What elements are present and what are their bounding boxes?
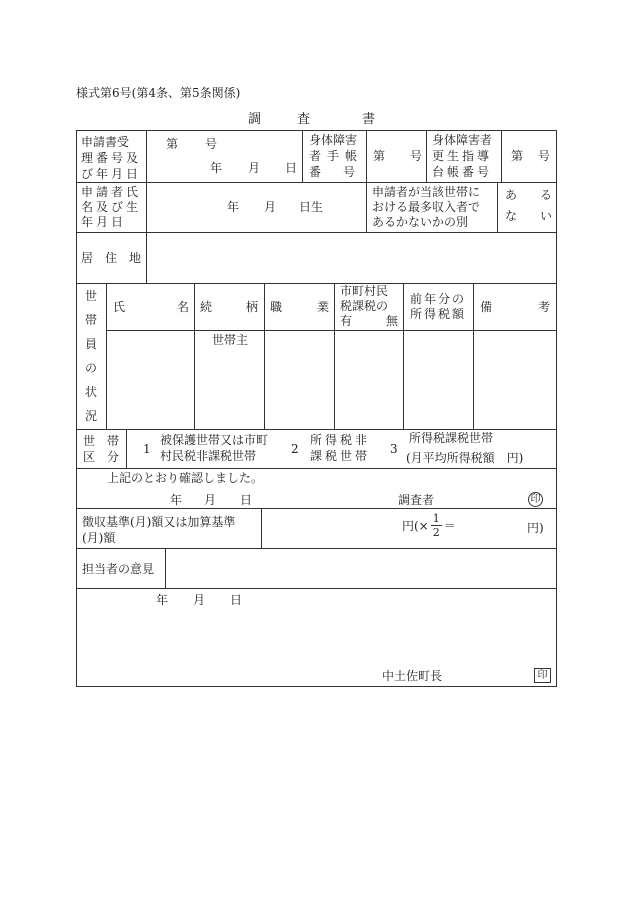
receipt-number-suffix: 号 — [205, 137, 218, 151]
mayor-seal-mark: 印 — [534, 668, 551, 683]
residence-char-2: 住 — [105, 251, 118, 265]
birth-day: 日生 — [299, 200, 324, 214]
classification-label-2b: 分 — [107, 450, 120, 464]
classification-option-3-number: 3 — [390, 442, 398, 456]
classification-option-3-line-1: 所得税課税世帯 — [409, 431, 494, 445]
answer-yes-char-2: る — [540, 188, 553, 202]
collection-label-line-2: (月)額 — [82, 531, 116, 545]
rule — [76, 588, 557, 589]
rule — [76, 283, 557, 284]
one-half-fraction — [431, 513, 442, 538]
rule — [366, 130, 367, 232]
collection-yen-open: 円(× — [402, 518, 429, 533]
rule — [76, 548, 557, 549]
mayor-title: 中土佐町長 — [382, 669, 443, 683]
rule — [76, 429, 557, 430]
col-name-char-2: 名 — [177, 300, 190, 314]
classification-option-2-line-2: 課税世帯 — [310, 449, 371, 463]
confirmation-month: 月 — [204, 493, 217, 507]
col-tax-line-2: 税課税の — [340, 299, 389, 313]
classification-label-1a: 世 — [83, 434, 96, 448]
col-tax-line-1: 市町村民 — [340, 284, 389, 298]
title-char-3: 書 — [362, 112, 376, 127]
confirmation-text: 上記のとおり確認しました。 — [107, 471, 264, 485]
household-side-char-6: 況 — [85, 409, 98, 423]
receipt-label-line-3: び年月日 — [81, 167, 142, 181]
classification-option-3-line-2: (月平均所得税額 円) — [406, 451, 524, 465]
inspector-seal-mark: 印 — [528, 492, 543, 507]
residence-char-3: 地 — [129, 251, 142, 265]
guidance-label-line-3: 台帳番号 — [432, 165, 493, 179]
rule — [126, 429, 127, 468]
classification-option-1-line-2: 村民税非課税世帯 — [160, 449, 257, 463]
rule — [76, 182, 557, 183]
guidance-label-line-1: 身体障害者 — [432, 133, 493, 147]
receipt-label-line-2: 理番号及 — [81, 151, 142, 165]
collection-amount-formula — [402, 513, 456, 538]
answer-no-char-1: な — [505, 209, 518, 223]
rule — [403, 283, 404, 429]
confirmation-day: 日 — [240, 493, 253, 507]
receipt-date-month: 月 — [248, 161, 261, 175]
fraction-denominator: 2 — [432, 526, 440, 539]
handbook-number-prefix: 第 — [373, 149, 386, 163]
rule — [194, 283, 195, 429]
rule — [264, 283, 265, 429]
guidance-label-line-2: 更生指導 — [432, 149, 493, 163]
household-side-char-1: 世 — [85, 289, 98, 303]
rule — [76, 508, 557, 509]
classification-option-2-line-1: 所得税非 — [310, 433, 371, 447]
rule — [334, 283, 335, 429]
rule — [261, 508, 262, 548]
footer-year: 年 — [156, 593, 169, 607]
col-name-char-1: 氏 — [113, 300, 126, 314]
answer-no-char-2: い — [540, 209, 553, 223]
classification-option-2-number: 2 — [291, 442, 299, 456]
household-side-char-2: 帯 — [85, 313, 98, 327]
head-of-household: 世帯主 — [212, 333, 249, 347]
household-side-char-4: の — [85, 361, 98, 375]
receipt-date-year: 年 — [210, 161, 223, 175]
handbook-number-suffix: 号 — [410, 149, 423, 163]
rule — [106, 330, 557, 331]
classification-option-1-number: 1 — [143, 442, 151, 456]
birth-year: 年 — [227, 200, 240, 214]
staff-opinion-label: 担当者の意見 — [82, 562, 155, 576]
applicant-label-line-2: 名及び生 — [81, 200, 142, 214]
footer-day: 日 — [230, 593, 243, 607]
guidance-number-prefix: 第 — [511, 149, 524, 163]
max-earner-question-line-2: おける最多収入者で — [372, 200, 481, 214]
fraction-numerator: 1 — [432, 512, 440, 525]
handbook-label-line-2: 者手帳 — [309, 149, 364, 163]
form-id: 様式第6号(第4条、第5条関係) — [76, 86, 241, 100]
col-income-tax-line-2: 所得税額 — [410, 307, 467, 321]
applicant-label-line-1: 申請者氏 — [81, 185, 142, 199]
col-remarks-char-1: 備 — [480, 300, 493, 314]
rule — [106, 283, 107, 429]
text: 申請書受 — [81, 135, 130, 149]
col-tax-yes: 有 — [340, 314, 353, 328]
col-tax-no: 無 — [386, 314, 399, 328]
title-char-1: 調 — [248, 112, 262, 127]
rule — [302, 130, 303, 182]
handbook-label-line-1: 身体障害 — [309, 133, 358, 147]
max-earner-question-line-1: 申請者が当該世帯に — [372, 185, 481, 199]
confirmation-year: 年 — [170, 493, 183, 507]
rule — [146, 232, 147, 283]
classification-label-2a: 区 — [83, 450, 96, 464]
col-relation-char-2: 柄 — [246, 300, 259, 314]
receipt-date-day: 日 — [285, 161, 298, 175]
collection-yen-close: 円) — [527, 521, 544, 535]
applicant-label-line-3: 年月日 — [81, 215, 127, 229]
title-char-2: 査 — [297, 112, 311, 127]
residence-char-1: 居 — [81, 251, 94, 265]
rule — [501, 130, 502, 182]
household-side-char-5: 状 — [85, 385, 98, 399]
col-income-tax-line-1: 前年分の — [410, 292, 467, 306]
receipt-number-prefix: 第 — [166, 137, 179, 151]
footer-month: 月 — [193, 593, 206, 607]
col-occupation-char-1: 職 — [270, 300, 283, 314]
col-remarks-char-2: 考 — [538, 300, 551, 314]
rule — [146, 130, 147, 232]
rule — [76, 232, 557, 233]
answer-yes-char-1: あ — [505, 188, 518, 202]
rule — [165, 548, 166, 588]
classification-option-1-line-1: 被保護世帯又は市町 — [160, 433, 269, 447]
rule — [426, 130, 427, 182]
household-side-char-3: 員 — [85, 337, 98, 351]
receipt-label-line-1 — [81, 136, 141, 148]
handbook-label-line-3: 番号 — [309, 165, 378, 179]
col-occupation-char-2: 業 — [317, 300, 330, 314]
inspector-label: 調査者 — [398, 493, 435, 507]
rule — [497, 182, 498, 232]
max-earner-question-line-3: あるかないかの別 — [372, 215, 469, 229]
col-relation-char-1: 続 — [200, 300, 213, 314]
guidance-number-suffix: 号 — [538, 149, 551, 163]
classification-label-1b: 帯 — [107, 434, 120, 448]
rule — [473, 283, 474, 429]
collection-equals: ＝ — [443, 518, 456, 533]
rule — [76, 468, 557, 469]
birth-month: 月 — [264, 200, 277, 214]
collection-label-line-1: 徴収基準(月)額又は加算基準 — [82, 515, 236, 529]
